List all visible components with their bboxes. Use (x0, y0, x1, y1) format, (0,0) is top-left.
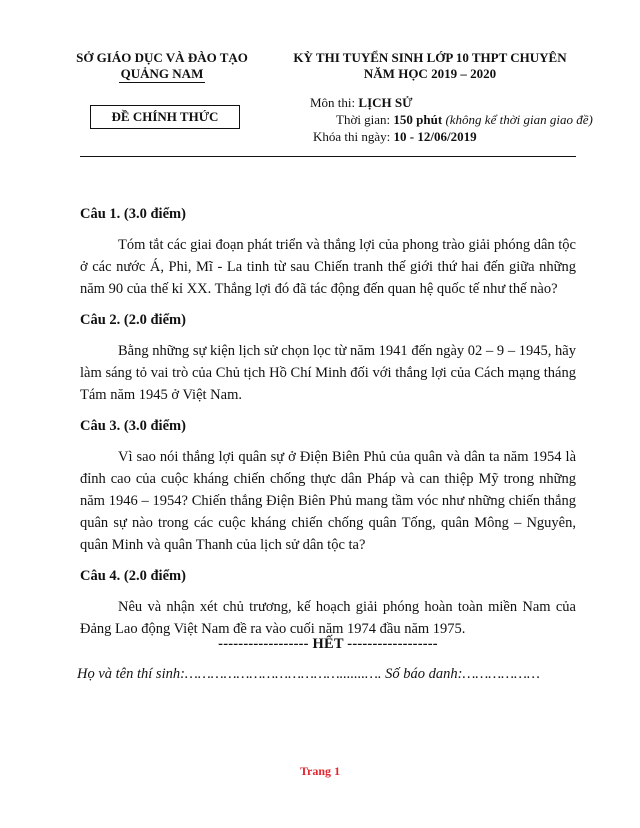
question-list (80, 203, 576, 649)
exam-title-line1: KỲ THI TUYỂN SINH LỚP 10 THPT CHUYÊN (293, 50, 567, 65)
subject-label: Môn thi: (310, 95, 359, 110)
date-row (310, 128, 593, 145)
candidate-info-line: Họ và tên thí sinh:……………………………….......…. Số báo danh:……………… (77, 666, 540, 682)
question-title: Câu 1. (3.0 điểm) (80, 206, 186, 222)
exam-title-line2: NĂM HỌC 2019 – 2020 (363, 66, 497, 81)
official-exam-box: ĐỀ CHÍNH THỨC (90, 105, 240, 129)
question-body: Bằng những sự kiện lịch sử chọn lọc từ năm 1941 đến ngày 02 – 9 – 1945, hãy làm sáng tỏ vai trò của Chủ tịch Hồ Chí Minh đối với thắng lợi của Cách mạng tháng Tám năm 1945 ở Việt Nam. (80, 343, 576, 403)
question-body: Tóm tắt các giai đoạn phát triển và thắng lợi của phong trào giải phóng dân tộc ở các nước Á, Phi, Mĩ - La tinh từ sau Chiến tranh thế giới thứ hai đến giữa những năm 90 của thế kỉ XX. Thắng lợi đó đã tác động đến quan hệ quốc tế như thế nào? (80, 237, 576, 297)
subject-row (310, 94, 593, 111)
subject-value: LỊCH SỬ (358, 95, 413, 110)
question-3 (80, 415, 576, 556)
date-label: Khóa thi ngày: (313, 129, 394, 144)
header-divider (80, 156, 576, 157)
date-value: 10 - 12/06/2019 (393, 129, 477, 144)
question-title: Câu 2. (2.0 điểm) (80, 312, 186, 328)
exam-title (280, 50, 580, 82)
question-1 (80, 203, 576, 300)
page-label: Trang (299, 764, 335, 778)
time-value: 150 phút (393, 112, 443, 127)
question-title: Câu 3. (3.0 điểm) (80, 418, 186, 434)
page-footer (0, 764, 640, 779)
question-body: Nêu và nhận xét chủ trương, kế hoạch giải phóng hoàn toàn miền Nam của Đảng Lao động Việt Nam đề ra vào cuối năm 1974 đầu năm 1975. (80, 599, 576, 637)
department-header (62, 50, 262, 83)
question-4 (80, 565, 576, 640)
question-title: Câu 4. (2.0 điểm) (80, 568, 186, 584)
question-body: Vì sao nói thắng lợi quân sự ở Điện Biên Phủ của quân và dân ta năm 1954 là đỉnh cao của cuộc kháng chiến chống thực dân Pháp và can thiệp Mỹ trong những năm 1946 – 1954? Chiến thắng Điện Biên Phủ mang tầm vóc như những chiến thắng quân sự nào trong các cuộc kháng chiến chống quân Tống, quân Mông – Nguyên, quân Minh và quân Thanh của lịch sử dân tộc ta? (80, 449, 576, 553)
department-name: SỞ GIÁO DỤC VÀ ĐÀO TẠO (76, 50, 248, 65)
question-2 (80, 309, 576, 406)
time-row (310, 111, 593, 128)
page-number: 1 (334, 764, 341, 778)
province-name: QUẢNG NAM (120, 66, 204, 81)
exam-info (310, 94, 593, 145)
time-label: Thời gian: (336, 112, 394, 127)
time-note: (không kể thời gian giao đề) (442, 112, 593, 127)
end-marker: ------------------ HẾT ------------------ (218, 636, 438, 652)
